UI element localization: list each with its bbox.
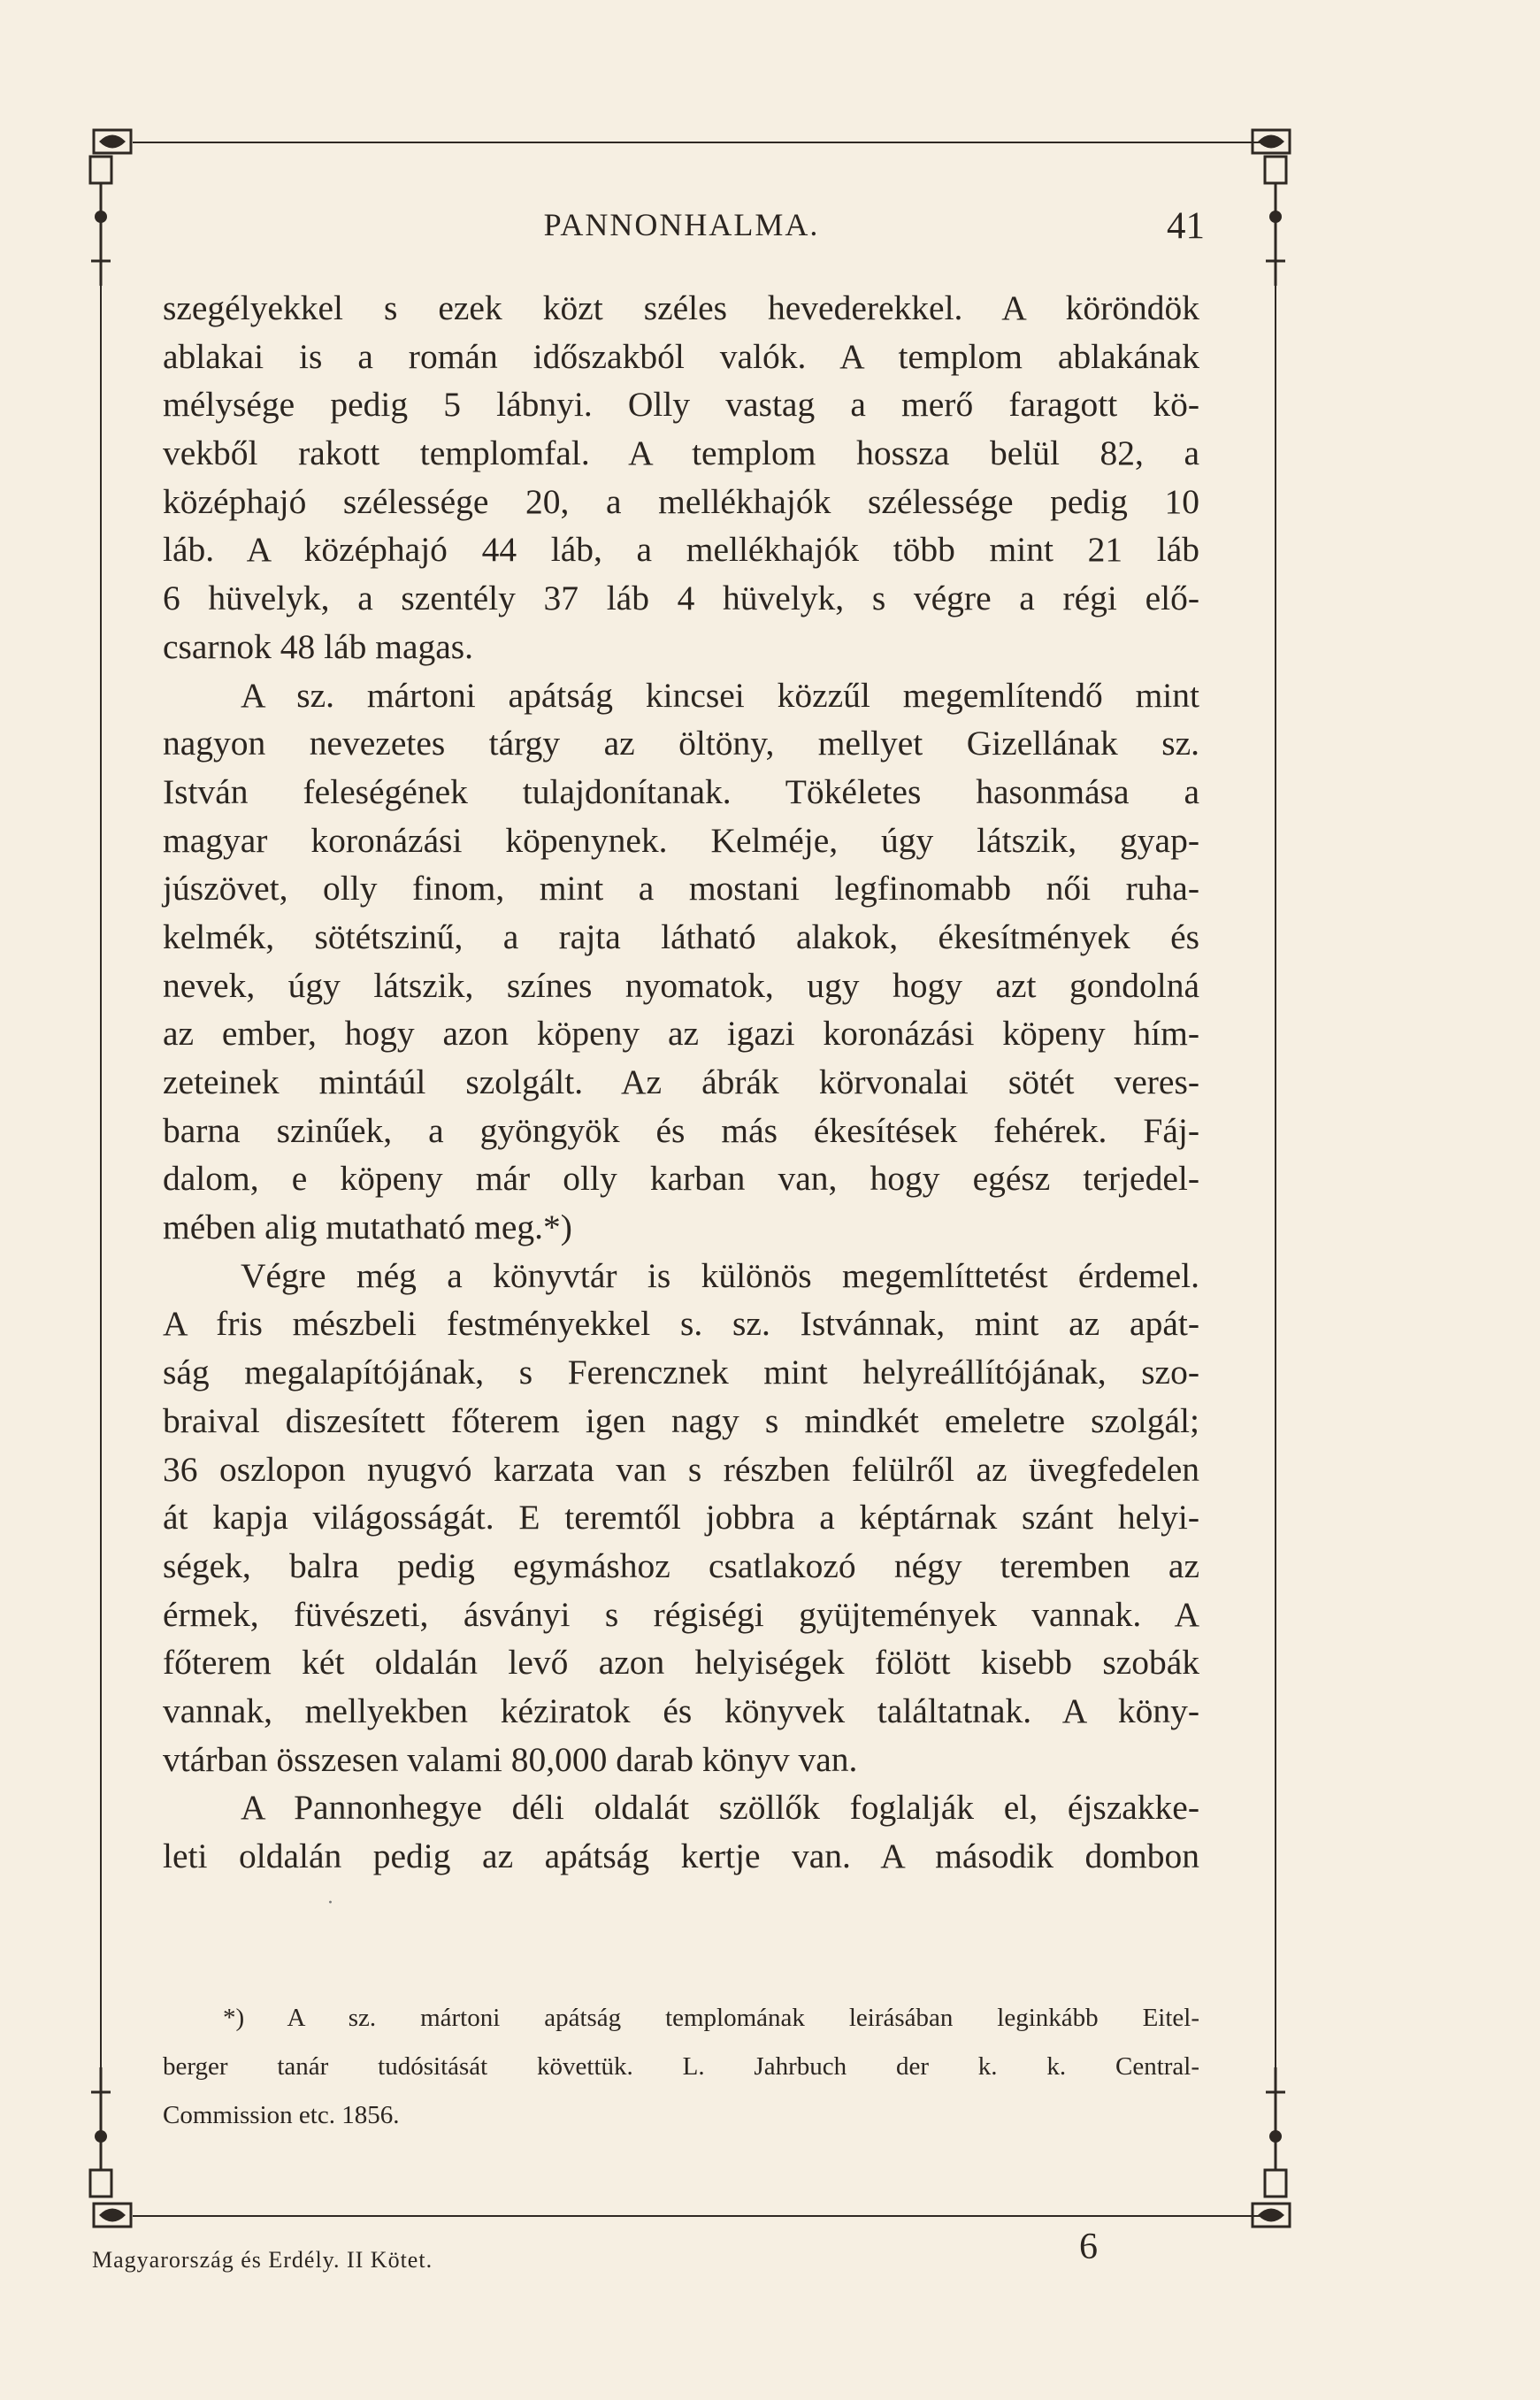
text-line: A fris mészbeli festményekkel s. sz. Istvánnak, mint az apát- — [163, 1304, 1199, 1344]
stray-ink-dot: · — [327, 1892, 333, 1914]
bottom-right-pin-ornament-icon — [1262, 2066, 1289, 2198]
text-line: kelmék, sötétszinű, a rajta látható alakok, ékesítmények és — [163, 916, 1199, 956]
bottom-right-corner-ornament-icon — [1251, 2200, 1291, 2230]
left-frame-rule — [100, 265, 102, 2070]
top-frame-rule — [133, 142, 1265, 143]
text-line: ság megalapítójának, s Ferencznek mint helyreállítójának, szo- — [163, 1353, 1199, 1392]
page-number: 41 — [1167, 205, 1205, 247]
text-line: Végre még a könyvtár is különös megemlíttetést érdemel. — [241, 1255, 1199, 1295]
body-text — [163, 284, 1199, 1881]
top-right-pin-ornament-icon — [1262, 155, 1289, 288]
text-line: csarnok 48 láb magas. — [163, 626, 474, 666]
footnote-line: *) A sz. mártoni apátság templomának leirásában leginkább Eitel- — [223, 2004, 1199, 2032]
text-line: vekből rakott templomfal. A templom hossza belül 82, a — [163, 433, 1199, 473]
text-line: szegélyekkel s ezek közt széles hevederekkel. A köröndök — [163, 288, 1199, 327]
top-left-corner-ornament-icon — [92, 127, 133, 157]
bottom-left-pin-ornament-icon — [88, 2066, 114, 2198]
text-line: érmek, füvészeti, ásványi s régiségi gyüjtemények vannak. A — [163, 1594, 1199, 1634]
text-line: az ember, hogy azon köpeny az igazi koronázási köpeny hím- — [163, 1014, 1199, 1054]
right-frame-rule — [1275, 265, 1276, 2070]
bottom-left-corner-ornament-icon — [92, 2200, 133, 2230]
text-line: A Pannonhegye déli oldalát szöllők foglalják el, éjszakke- — [241, 1788, 1199, 1828]
printer-signature: Magyarország és Erdély. II Kötet. — [92, 2247, 433, 2273]
text-line: vannak, mellyekben kéziratok és könyvek találtatnak. A köny- — [163, 1691, 1199, 1730]
text-line: júszövet, olly finom, mint a mostani legfinomabb női ruha- — [163, 869, 1199, 909]
text-line: nevek, úgy látszik, színes nyomatok, ugy hogy azt gondolná — [163, 965, 1199, 1005]
bottom-frame-rule — [133, 2215, 1265, 2217]
text-line: vtárban összesen valami 80,000 darab könyv van. — [163, 1739, 858, 1779]
text-line: leti oldalán pedig az apátság kertje van. A második dombon — [163, 1836, 1199, 1875]
text-line: át kapja világosságát. E teremtől jobbra a képtárnak szánt helyi- — [163, 1498, 1199, 1537]
text-line: mében alig mutatható meg.*) — [163, 1208, 572, 1247]
sheet-number: 6 — [1079, 2227, 1098, 2267]
text-line: mélysége pedig 5 lábnyi. Olly vastag a merő faragott kö- — [163, 385, 1199, 425]
text-line: 36 oszlopon nyugvó karzata van s részben felülről az üvegfedelen — [163, 1449, 1199, 1489]
running-head: PANNONHALMA. — [543, 207, 820, 242]
text-line: István feleségének tulajdonítanak. Tökéletes hasonmása a — [163, 771, 1199, 811]
text-line: braival diszesített főterem igen nagy s mindkét emeletre szolgál; — [163, 1400, 1199, 1440]
text-line: ablakai is a román időszakból valók. A templom ablakának — [163, 336, 1199, 376]
footnote — [163, 1994, 1199, 2140]
footnote-line: berger tanár tudósitását követtük. L. Jahrbuch der k. k. Central- — [163, 2052, 1199, 2081]
text-line: nagyon nevezetes tárgy az öltöny, mellyet Gizellának sz. — [163, 724, 1199, 763]
text-line: főterem két oldalán levő azon helyiségek fölött kisebb szobák — [163, 1643, 1199, 1683]
top-right-corner-ornament-icon — [1251, 127, 1291, 157]
top-left-pin-ornament-icon — [88, 155, 114, 288]
footnote-line: Commission etc. 1856. — [163, 2101, 400, 2129]
text-line: A sz. mártoni apátság kincsei közzűl megemlítendő mint — [241, 675, 1199, 715]
text-line: ségek, balra pedig egymáshoz csatlakozó négy teremben az — [163, 1545, 1199, 1585]
text-line: dalom, e köpeny már olly karban van, hogy egész terjedel- — [163, 1159, 1199, 1199]
text-line: barna szinűek, a gyöngyök és más ékesítések fehérek. Fáj- — [163, 1110, 1199, 1150]
text-line: 6 hüvelyk, a szentély 37 láb 4 hüvelyk, s végre a régi elő- — [163, 579, 1199, 618]
text-line: zeteinek mintáúl szolgált. Az ábrák körvonalai sötét veres- — [163, 1062, 1199, 1101]
text-line: magyar koronázási köpenynek. Kelméje, úgy látszik, gyap- — [163, 820, 1199, 860]
text-line: középhajó szélessége 20, a mellékhajók szélessége pedig 10 — [163, 481, 1199, 521]
text-line: láb. A középhajó 44 láb, a mellékhajók több mint 21 láb — [163, 530, 1199, 570]
